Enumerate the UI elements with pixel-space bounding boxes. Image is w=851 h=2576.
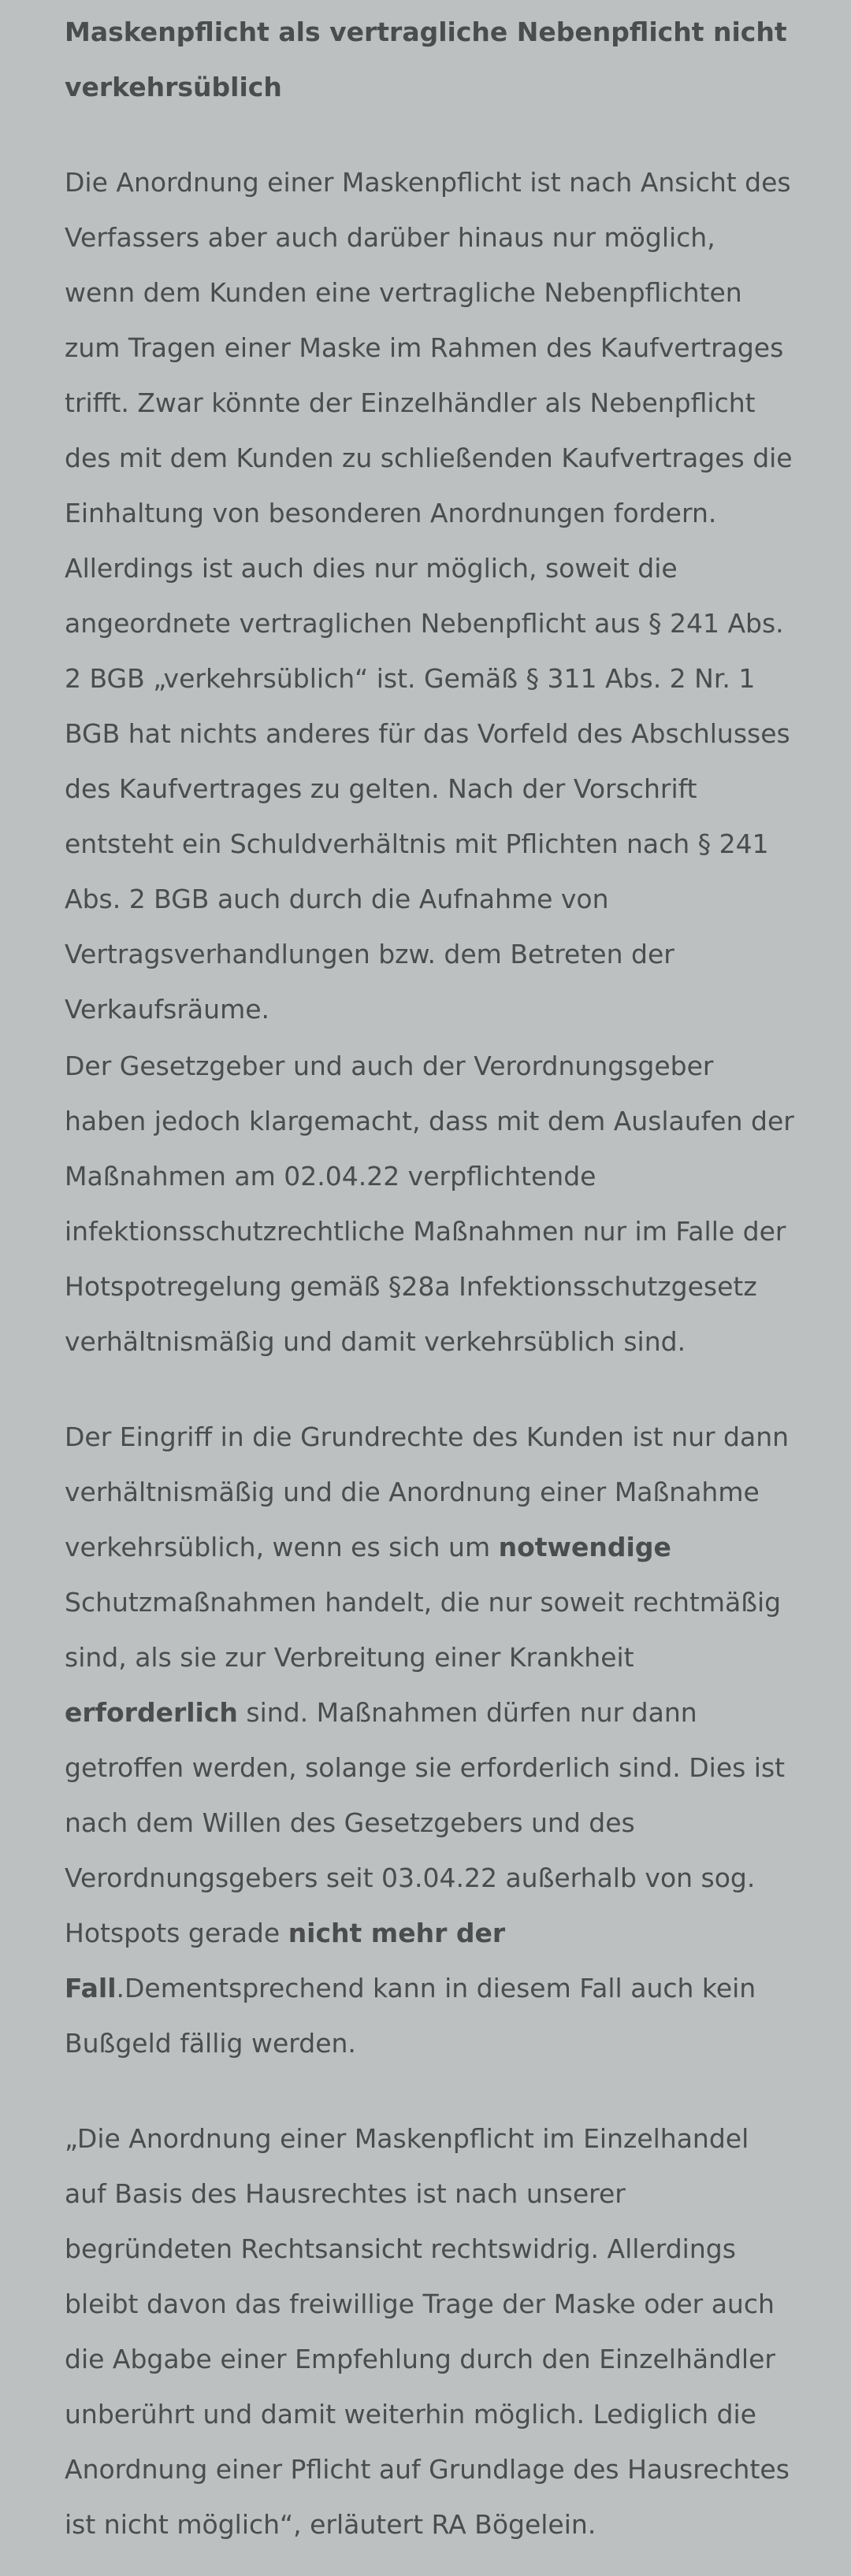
paragraph-grundrechte [65, 1410, 790, 2071]
text-line: Schutzmaßnahmen handelt, die nur soweit rechtmäßig [65, 1587, 782, 1618]
text-line: verhältnismäßig und die Anordnung einer Maßnahme [65, 1477, 760, 1507]
emphasis-fall: Fall [65, 1973, 117, 2003]
text-line: Einhaltung von besonderen Anordnungen fordern. [65, 498, 717, 528]
emphasis-erforderlich: erforderlich [65, 1697, 238, 1728]
text-line: trifft. Zwar könnte der Einzelhändler als Nebenpflicht [65, 387, 756, 418]
text-line: wenn dem Kunden eine vertragliche Nebenpflichten [65, 277, 742, 308]
text-line: „Die Anordnung einer Maskenpflicht im Einzelhandel [65, 2123, 749, 2154]
text-line: des Kaufvertrages zu gelten. Nach der Vorschrift [65, 773, 697, 804]
heading-line: Maskenpflicht als vertragliche Nebenpflicht nicht [65, 17, 787, 47]
section-heading [65, 0, 790, 115]
heading-line: verkehrsüblich [65, 72, 282, 102]
paragraph-quote [65, 2111, 790, 2552]
emphasis-notwendige: notwendige [498, 1532, 671, 1562]
text-line: die Abgabe einer Empfehlung durch den Einzelhändler [65, 2344, 775, 2374]
text-line [65, 1906, 790, 1961]
text-run: .Dementsprechend kann in diesem Fall auch kein [116, 1973, 756, 2003]
text-line: Bußgeld fällig werden. [65, 2028, 356, 2059]
text-line: infektionsschutzrechtliche Maßnahmen nur im Falle der [65, 1216, 786, 1247]
text-line: bleibt davon das freiwillige Trage der Maske oder auch [65, 2289, 775, 2319]
text-run: sind. Maßnahmen dürfen nur dann [237, 1697, 697, 1728]
text-line: getroffen werden, solange sie erforderlich sind. Dies ist [65, 1752, 786, 1783]
text-line: 2 BGB „verkehrsüblich“ ist. Gemäß § 311 Abs. 2 Nr. 1 [65, 663, 756, 694]
text-line [65, 1685, 790, 1740]
text-line: Vertragsverhandlungen bzw. dem Betreten der [65, 939, 674, 969]
text-line: Verfassers aber auch darüber hinaus nur möglich, [65, 222, 715, 253]
text-line: BGB hat nichts anderes für das Vorfeld des Abschlusses [65, 718, 790, 749]
text-line [65, 1961, 790, 2016]
text-line: begründeten Rechtsansicht rechtswidrig. Allerdings [65, 2233, 736, 2264]
text-line: des mit dem Kunden zu schließenden Kaufvertrages die [65, 443, 793, 473]
text-line: nach dem Willen des Gesetzgebers und des [65, 1807, 635, 1838]
text-line: Allerdings ist auch dies nur möglich, soweit die [65, 553, 678, 584]
text-line: zum Tragen einer Maske im Rahmen des Kaufvertrages [65, 332, 784, 363]
text-line: Hotspotregelung gemäß §28a Infektionsschutzgesetz [65, 1271, 757, 1302]
text-line: haben jedoch klargemacht, dass mit dem Auslaufen der [65, 1106, 794, 1136]
text-line: unberührt und damit weiterhin möglich. Lediglich die [65, 2399, 756, 2430]
text-line: auf Basis des Hausrechtes ist nach unserer [65, 2178, 626, 2209]
text-run: Hotspots gerade [65, 1918, 288, 1948]
text-line: Verordnungsgebers seit 03.04.22 außerhalb von sog. [65, 1863, 756, 1893]
text-line: verhältnismäßig und damit verkehrsüblich sind. [65, 1326, 686, 1357]
text-line: entsteht ein Schuldverhältnis mit Pflichten nach § 241 [65, 828, 769, 859]
text-line: Der Eingriff in die Grundrechte des Kunden ist nur dann [65, 1421, 790, 1452]
text-run: verkehrsüblich, wenn es sich um [65, 1532, 499, 1562]
emphasis-nicht-mehr-der: nicht mehr der [288, 1918, 506, 1948]
text-line: Verkaufsräume. [65, 994, 270, 1025]
paragraph-nebenpflicht [65, 155, 793, 1037]
text-line [65, 1520, 790, 1575]
article-body [65, 0, 794, 2552]
text-line: ist nicht möglich“, erläutert RA Bögelein. [65, 2509, 596, 2540]
text-line: Der Gesetzgeber und auch der Verordnungsgeber [65, 1051, 714, 1081]
text-line: Abs. 2 BGB auch durch die Aufnahme von [65, 884, 609, 914]
paragraph-gesetzgeber [65, 1039, 794, 1370]
text-line: angeordnete vertraglichen Nebenpflicht aus § 241 Abs. [65, 608, 784, 639]
text-line: Die Anordnung einer Maskenpflicht ist nach Ansicht des [65, 167, 791, 198]
text-line: Maßnahmen am 02.04.22 verpflichtende [65, 1161, 596, 1192]
text-line: Anordnung einer Pflicht auf Grundlage des Hausrechtes [65, 2454, 790, 2485]
text-line: sind, als sie zur Verbreitung einer Krankheit [65, 1642, 634, 1673]
